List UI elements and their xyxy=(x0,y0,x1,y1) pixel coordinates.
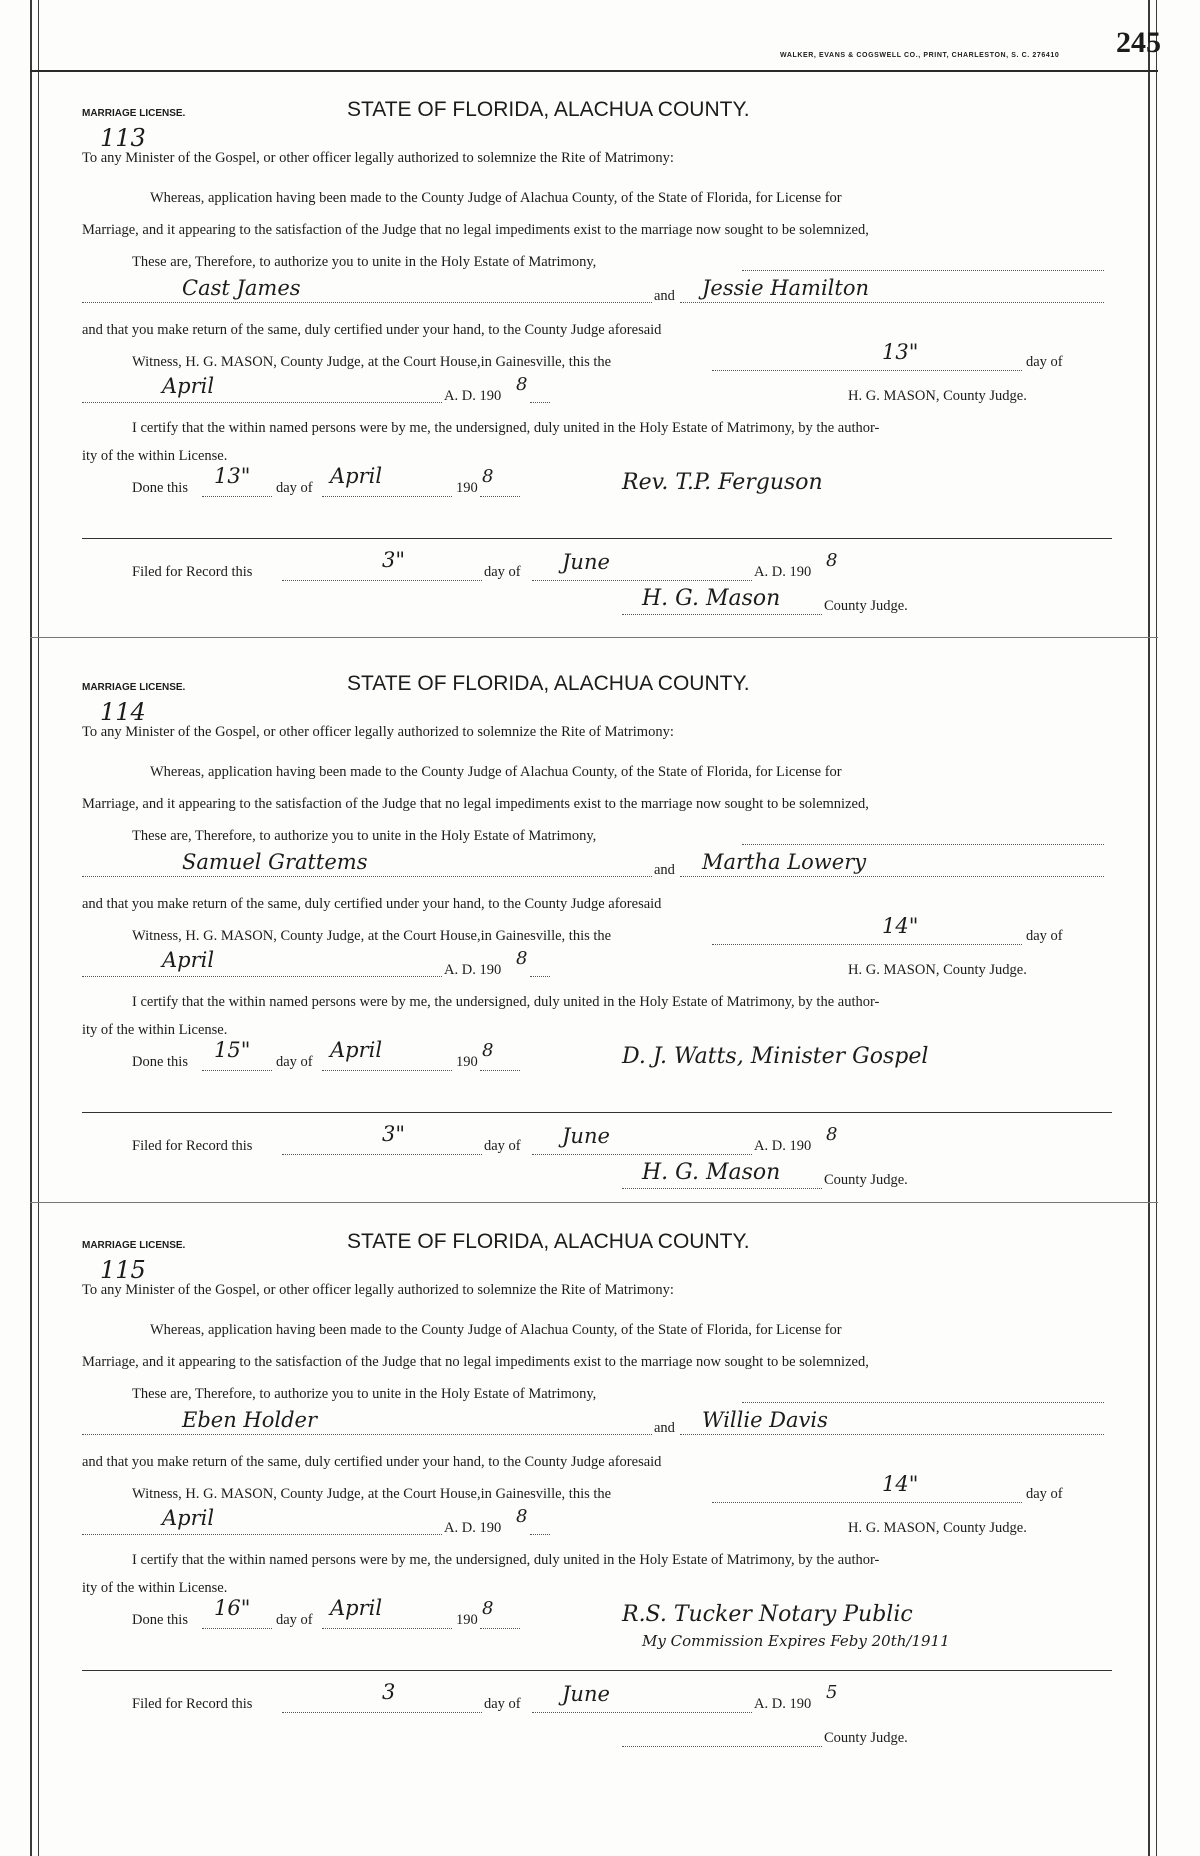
fill-line xyxy=(282,1154,482,1155)
filed-day: 3" xyxy=(382,548,406,572)
judge-label: H. G. MASON, County Judge. xyxy=(848,388,1027,404)
fill-line xyxy=(322,1070,452,1071)
whereas-line-2: Marriage, and it appearing to the satisfaction of the Judge that no legal impediments exist to the marriage now sought to be solemnized, xyxy=(82,222,869,238)
top-rule xyxy=(30,70,1158,72)
fill-line xyxy=(622,1188,822,1189)
issue-year: 8 xyxy=(516,1506,528,1527)
issue-day: 14" xyxy=(882,1472,919,1496)
fill-line xyxy=(82,402,442,403)
filing-rule xyxy=(82,1670,1112,1671)
left-margin-rule xyxy=(30,0,32,1856)
filed-year: 5 xyxy=(826,1682,838,1703)
these-are-line: These are, Therefore, to authorize you to unite in the Holy Estate of Matrimony, xyxy=(132,828,597,844)
fill-line xyxy=(530,1534,550,1535)
filed-month: June xyxy=(562,1124,610,1148)
judge-signature: H. G. Mason xyxy=(642,586,781,611)
return-line: and that you make return of the same, duly certified under your hand, to the County Judge aforesaid xyxy=(82,1454,662,1470)
done-day: 13" xyxy=(214,464,251,488)
filed-year: 8 xyxy=(826,1124,838,1145)
fill-line xyxy=(82,876,652,877)
and-label: and xyxy=(654,1420,675,1436)
fill-line xyxy=(622,614,822,615)
day-of-label: day of xyxy=(1026,354,1063,370)
year-prefix: 190 xyxy=(456,480,478,496)
judge-label: H. G. MASON, County Judge. xyxy=(848,1520,1027,1536)
year-prefix: 190 xyxy=(456,1612,478,1628)
day-of-label: day of xyxy=(1026,1486,1063,1502)
bride-name: Martha Lowery xyxy=(702,850,867,874)
filed-month: June xyxy=(562,550,610,574)
done-this-label: Done this xyxy=(132,1612,188,1628)
fill-line xyxy=(480,1070,520,1071)
left-inner-rule xyxy=(38,0,39,1856)
done-day: 15" xyxy=(214,1038,251,1062)
license-record xyxy=(82,1230,1112,1800)
officiant-signature: D. J. Watts, Minister Gospel xyxy=(622,1044,929,1069)
done-month: April xyxy=(330,1596,383,1620)
return-line: and that you make return of the same, duly certified under your hand, to the County Judge aforesaid xyxy=(82,322,662,338)
officiant-signature: Rev. T.P. Ferguson xyxy=(622,470,823,495)
issue-day: 13" xyxy=(882,340,919,364)
filed-label: Filed for Record this xyxy=(132,1696,253,1712)
address-line: To any Minister of the Gospel, or other officer legally authorized to solemnize the Rite of Matrimony: xyxy=(82,1282,674,1298)
issue-month: April xyxy=(162,374,215,398)
groom-name: Eben Holder xyxy=(182,1408,317,1432)
judge-label: H. G. MASON, County Judge. xyxy=(848,962,1027,978)
license-label: MARRIAGE LICENSE. xyxy=(82,108,186,119)
record-heading: STATE OF FLORIDA, ALACHUA COUNTY. xyxy=(347,1230,750,1253)
done-month: April xyxy=(330,1038,383,1062)
whereas-line-1: Whereas, application having been made to the County Judge of Alachua County, of the State of Florida, for License for xyxy=(150,190,842,206)
license-record xyxy=(82,672,1112,1242)
license-label: MARRIAGE LICENSE. xyxy=(82,1240,186,1251)
fill-line xyxy=(712,1502,1022,1503)
done-day-of-label: day of xyxy=(276,480,313,496)
and-label: and xyxy=(654,288,675,304)
fill-line xyxy=(282,580,482,581)
right-inner-rule xyxy=(1156,0,1157,1856)
issue-month: April xyxy=(162,948,215,972)
fill-line xyxy=(532,1154,752,1155)
fill-line xyxy=(680,1434,1104,1435)
filed-day-of-label: day of xyxy=(484,1138,521,1154)
certify-line-1: I certify that the within named persons were by me, the undersigned, duly united in the Holy Estate of Matrimony, by the author- xyxy=(132,994,880,1010)
these-are-line: These are, Therefore, to authorize you to unite in the Holy Estate of Matrimony, xyxy=(132,254,597,270)
fill-line xyxy=(530,976,550,977)
bride-name: Willie Davis xyxy=(702,1408,828,1432)
county-judge-label: County Judge. xyxy=(824,598,908,614)
filed-label: Filed for Record this xyxy=(132,564,253,580)
certify-line-2: ity of the within License. xyxy=(82,448,228,464)
witness-line: Witness, H. G. MASON, County Judge, at the Court House,in Gainesville, this the xyxy=(132,1486,612,1502)
ad-label: A. D. 190 xyxy=(444,962,502,978)
filed-day-of-label: day of xyxy=(484,564,521,580)
filed-year: 8 xyxy=(826,550,838,571)
filed-day-of-label: day of xyxy=(484,1696,521,1712)
issue-day: 14" xyxy=(882,914,919,938)
done-month: April xyxy=(330,464,383,488)
filing-rule xyxy=(82,1112,1112,1113)
fill-line xyxy=(742,270,1104,271)
fill-line xyxy=(202,496,272,497)
done-year: 8 xyxy=(482,466,494,487)
fill-line xyxy=(680,302,1104,303)
record-separator xyxy=(30,1202,1158,1203)
whereas-line-1: Whereas, application having been made to the County Judge of Alachua County, of the State of Florida, for License for xyxy=(150,1322,842,1338)
fill-line xyxy=(680,876,1104,877)
judge-signature: H. G. Mason xyxy=(642,1160,781,1185)
fill-line xyxy=(82,302,652,303)
filed-ad-label: A. D. 190 xyxy=(754,1138,812,1154)
witness-line: Witness, H. G. MASON, County Judge, at the Court House,in Gainesville, this the xyxy=(132,928,612,944)
ad-label: A. D. 190 xyxy=(444,1520,502,1536)
record-heading: STATE OF FLORIDA, ALACHUA COUNTY. xyxy=(347,98,750,121)
filed-label: Filed for Record this xyxy=(132,1138,253,1154)
fill-line xyxy=(532,580,752,581)
license-number: 113 xyxy=(100,124,146,152)
groom-name: Samuel Grattems xyxy=(182,850,368,874)
whereas-line-2: Marriage, and it appearing to the satisfaction of the Judge that no legal impediments exist to the marriage now sought to be solemnized, xyxy=(82,796,869,812)
whereas-line-1: Whereas, application having been made to the County Judge of Alachua County, of the State of Florida, for License for xyxy=(150,764,842,780)
done-day-of-label: day of xyxy=(276,1054,313,1070)
and-label: and xyxy=(654,862,675,878)
address-line: To any Minister of the Gospel, or other officer legally authorized to solemnize the Rite of Matrimony: xyxy=(82,724,674,740)
officiant-signature: R.S. Tucker Notary Public xyxy=(622,1602,913,1627)
fill-line xyxy=(82,1434,652,1435)
record-heading: STATE OF FLORIDA, ALACHUA COUNTY. xyxy=(347,672,750,695)
return-line: and that you make return of the same, duly certified under your hand, to the County Judge aforesaid xyxy=(82,896,662,912)
issue-month: April xyxy=(162,1506,215,1530)
certify-line-1: I certify that the within named persons were by me, the undersigned, duly united in the Holy Estate of Matrimony, by the author- xyxy=(132,1552,880,1568)
witness-line: Witness, H. G. MASON, County Judge, at the Court House,in Gainesville, this the xyxy=(132,354,612,370)
year-prefix: 190 xyxy=(456,1054,478,1070)
page-number: 245 xyxy=(1116,26,1161,59)
bride-name: Jessie Hamilton xyxy=(702,276,870,300)
fill-line xyxy=(322,1628,452,1629)
fill-line xyxy=(282,1712,482,1713)
certify-line-1: I certify that the within named persons were by me, the undersigned, duly united in the Holy Estate of Matrimony, by the author- xyxy=(132,420,880,436)
done-day-of-label: day of xyxy=(276,1612,313,1628)
county-judge-label: County Judge. xyxy=(824,1730,908,1746)
done-year: 8 xyxy=(482,1598,494,1619)
fill-line xyxy=(202,1628,272,1629)
filed-ad-label: A. D. 190 xyxy=(754,564,812,580)
fill-line xyxy=(712,944,1022,945)
done-day: 16" xyxy=(214,1596,251,1620)
fill-line xyxy=(82,1534,442,1535)
done-this-label: Done this xyxy=(132,1054,188,1070)
fill-line xyxy=(82,976,442,977)
filed-ad-label: A. D. 190 xyxy=(754,1696,812,1712)
fill-line xyxy=(530,402,550,403)
whereas-line-2: Marriage, and it appearing to the satisfaction of the Judge that no legal impediments exist to the marriage now sought to be solemnized, xyxy=(82,1354,869,1370)
license-label: MARRIAGE LICENSE. xyxy=(82,682,186,693)
right-margin-rule xyxy=(1148,0,1150,1856)
printer-imprint: WALKER, EVANS & COGSWELL CO., PRINT, CHARLESTON, S. C. 276410 xyxy=(780,52,1060,59)
these-are-line: These are, Therefore, to authorize you to unite in the Holy Estate of Matrimony, xyxy=(132,1386,597,1402)
license-record xyxy=(82,98,1112,668)
issue-year: 8 xyxy=(516,948,528,969)
done-year: 8 xyxy=(482,1040,494,1061)
fill-line xyxy=(322,496,452,497)
record-separator xyxy=(30,637,1158,638)
address-line: To any Minister of the Gospel, or other officer legally authorized to solemnize the Rite of Matrimony: xyxy=(82,150,674,166)
issue-year: 8 xyxy=(516,374,528,395)
fill-line xyxy=(742,1402,1104,1403)
fill-line xyxy=(480,1628,520,1629)
fill-line xyxy=(742,844,1104,845)
license-number: 114 xyxy=(100,698,146,726)
filed-month: June xyxy=(562,1682,610,1706)
fill-line xyxy=(480,496,520,497)
filed-day: 3" xyxy=(382,1122,406,1146)
ad-label: A. D. 190 xyxy=(444,388,502,404)
fill-line xyxy=(532,1712,752,1713)
groom-name: Cast James xyxy=(182,276,301,300)
fill-line xyxy=(202,1070,272,1071)
done-this-label: Done this xyxy=(132,480,188,496)
filing-rule xyxy=(82,538,1112,539)
county-judge-label: County Judge. xyxy=(824,1172,908,1188)
certify-line-2: ity of the within License. xyxy=(82,1580,228,1596)
certify-line-2: ity of the within License. xyxy=(82,1022,228,1038)
officiant-note: My Commission Expires Feby 20th/1911 xyxy=(642,1632,950,1650)
fill-line xyxy=(622,1746,822,1747)
day-of-label: day of xyxy=(1026,928,1063,944)
filed-day: 3 xyxy=(382,1680,396,1704)
fill-line xyxy=(712,370,1022,371)
license-number: 115 xyxy=(100,1256,146,1284)
